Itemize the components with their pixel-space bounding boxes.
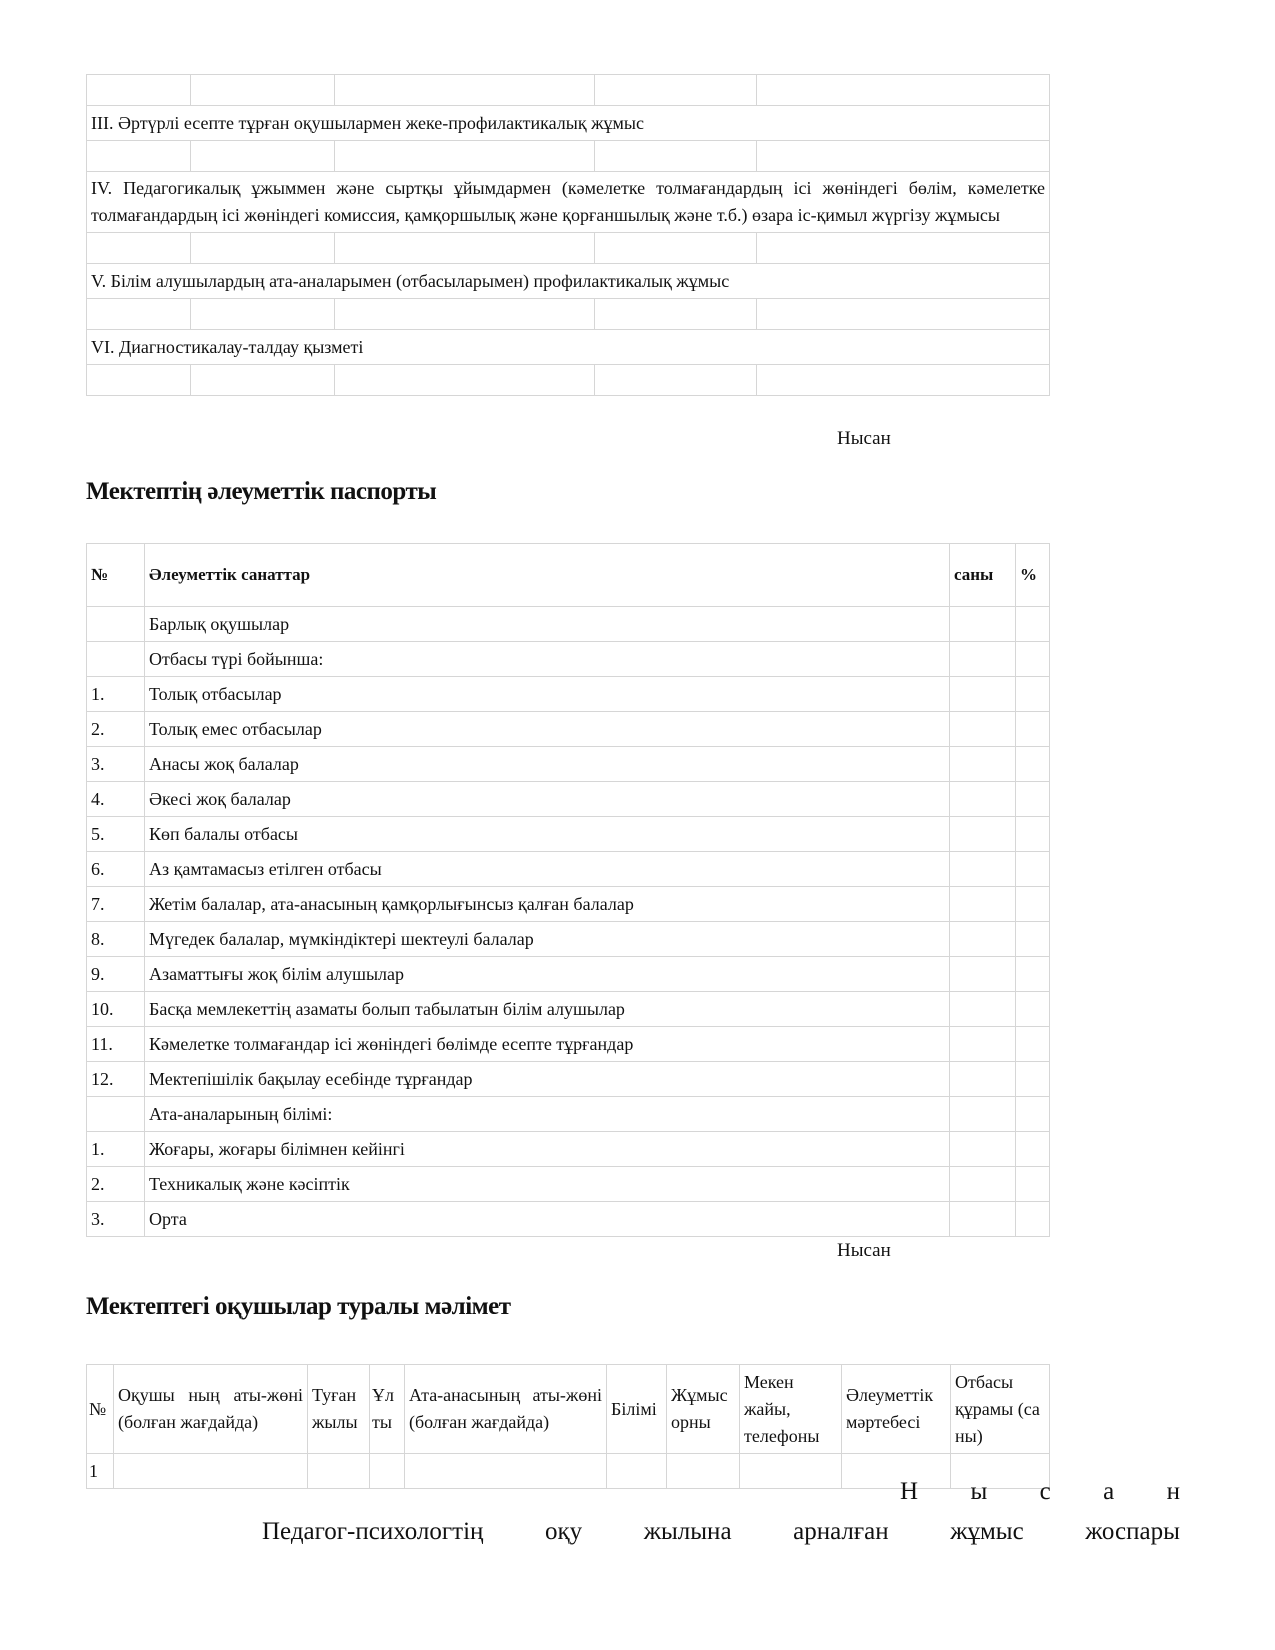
header-num: № bbox=[87, 1365, 114, 1454]
row-num: 6. bbox=[87, 852, 145, 887]
row-count bbox=[950, 1132, 1016, 1167]
row-count bbox=[950, 677, 1016, 712]
row-percent bbox=[1016, 712, 1050, 747]
empty-row bbox=[87, 233, 1050, 264]
row-category: Техникалық және кәсіптік bbox=[145, 1167, 950, 1202]
row-num: 11. bbox=[87, 1027, 145, 1062]
title-word: жылына bbox=[643, 1518, 732, 1545]
row-category: Жоғары, жоғары білімнен кейінгі bbox=[145, 1132, 950, 1167]
section-heading: V. Білім алушылардың ата-аналарымен (отбасыларымен) профилактикалық жұмыс bbox=[87, 264, 1050, 299]
row-category: Барлық оқушылар bbox=[145, 607, 950, 642]
section-row-5 bbox=[87, 264, 1050, 299]
section-row-4 bbox=[87, 172, 1050, 233]
table-row bbox=[87, 1132, 1050, 1167]
row-category: Отбасы түрі бойынша: bbox=[145, 642, 950, 677]
row-percent bbox=[1016, 1097, 1050, 1132]
social-passport-table bbox=[86, 543, 1050, 1237]
section-heading: IV. Педагогикалық ұжыммен және сыртқы ұйымдармен (кәмелетке толмағандардың ісі жөніндегі бөлім, кәмелетке толмағандардың ісі жөніндегі комиссия, қамқоршылық және қорғаншылық және т.б.) өзара іс-қимыл жүргізу жұмысы bbox=[87, 172, 1050, 233]
row-num: 10. bbox=[87, 992, 145, 1027]
row-percent bbox=[1016, 817, 1050, 852]
row-num bbox=[87, 607, 145, 642]
row-category: Толық емес отбасылар bbox=[145, 712, 950, 747]
row-count bbox=[950, 642, 1016, 677]
row-category: Жетім балалар, ата-анасының қамқорлығынсыз қалған балалар bbox=[145, 887, 950, 922]
row-category: Мүгедек балалар, мүмкіндіктері шектеулі балалар bbox=[145, 922, 950, 957]
header-birth-year: Туған жылы bbox=[308, 1365, 370, 1454]
row-num: 9. bbox=[87, 957, 145, 992]
row-percent bbox=[1016, 852, 1050, 887]
row-category: Мектепішілік бақылау есебінде тұрғандар bbox=[145, 1062, 950, 1097]
row-category: Аз қамтамасыз етілген отбасы bbox=[145, 852, 950, 887]
row-category: Толық отбасылар bbox=[145, 677, 950, 712]
table-row bbox=[87, 922, 1050, 957]
row-num: 2. bbox=[87, 1167, 145, 1202]
row-percent bbox=[1016, 677, 1050, 712]
row-count bbox=[950, 852, 1016, 887]
form-label-spaced bbox=[900, 1478, 1180, 1506]
table-row bbox=[87, 1027, 1050, 1062]
row-count bbox=[950, 957, 1016, 992]
header-category: Әлеуметтік санаттар bbox=[145, 544, 950, 607]
row-count bbox=[950, 887, 1016, 922]
row-num: 7. bbox=[87, 887, 145, 922]
header-education: Білімі bbox=[607, 1365, 667, 1454]
row-num: 4. bbox=[87, 782, 145, 817]
table-row bbox=[87, 1202, 1050, 1237]
row-category: Көп балалы отбасы bbox=[145, 817, 950, 852]
row-count bbox=[950, 747, 1016, 782]
row-num: 12. bbox=[87, 1062, 145, 1097]
section-heading: VI. Диагностикалау-талдау қызметі bbox=[87, 330, 1050, 365]
title-word: арналған bbox=[793, 1518, 889, 1545]
table-row bbox=[87, 1097, 1050, 1132]
table-row bbox=[87, 642, 1050, 677]
form-label-letter: ы bbox=[970, 1478, 988, 1505]
table-row bbox=[87, 1167, 1050, 1202]
header-percent: % bbox=[1016, 544, 1050, 607]
row-percent bbox=[1016, 642, 1050, 677]
title-word: жоспары bbox=[1085, 1518, 1180, 1545]
row-num bbox=[87, 1097, 145, 1132]
social-passport-title: Мектептің әлеуметтік паспорты bbox=[86, 478, 437, 505]
form-label: Нысан bbox=[837, 1240, 891, 1261]
title-word: оқу bbox=[544, 1518, 583, 1545]
row-category: Кәмелетке толмағандар ісі жөніндегі бөлімде есепте тұрғандар bbox=[145, 1027, 950, 1062]
form-label-letter: а bbox=[1103, 1478, 1115, 1505]
row-percent bbox=[1016, 1202, 1050, 1237]
row-num bbox=[87, 642, 145, 677]
header-nationality: Ұл ты bbox=[370, 1365, 405, 1454]
form-label-letter: Н bbox=[900, 1478, 919, 1505]
row-count bbox=[950, 992, 1016, 1027]
table-row bbox=[87, 852, 1050, 887]
table-row bbox=[87, 957, 1050, 992]
table-row bbox=[87, 782, 1050, 817]
row-percent bbox=[1016, 1062, 1050, 1097]
row-category: Ата-аналарының білімі: bbox=[145, 1097, 950, 1132]
table-row bbox=[87, 887, 1050, 922]
table-row bbox=[87, 607, 1050, 642]
row-num: 3. bbox=[87, 747, 145, 782]
table-row bbox=[87, 712, 1050, 747]
table-row bbox=[87, 817, 1050, 852]
table-row bbox=[87, 1062, 1050, 1097]
row-num: 5. bbox=[87, 817, 145, 852]
form-label: Нысан bbox=[837, 428, 891, 449]
title-word: жұмыс bbox=[950, 1518, 1024, 1545]
row-num: 8. bbox=[87, 922, 145, 957]
header-social-status: Әлеуметтік мәртебесі bbox=[842, 1365, 951, 1454]
row-percent bbox=[1016, 1132, 1050, 1167]
row-percent bbox=[1016, 1167, 1050, 1202]
form-label-letter: н bbox=[1166, 1478, 1180, 1505]
row-percent bbox=[1016, 992, 1050, 1027]
row-count bbox=[950, 1097, 1016, 1132]
section-row-6 bbox=[87, 330, 1050, 365]
row-count bbox=[950, 607, 1016, 642]
row-category: Азаматтығы жоқ білім алушылар bbox=[145, 957, 950, 992]
table-row bbox=[87, 992, 1050, 1027]
row-count bbox=[950, 1027, 1016, 1062]
table-row bbox=[87, 677, 1050, 712]
empty-row bbox=[87, 141, 1050, 172]
row-num: 1 bbox=[87, 1454, 114, 1489]
work-plan-title bbox=[262, 1518, 1180, 1546]
row-percent bbox=[1016, 957, 1050, 992]
row-count bbox=[950, 1062, 1016, 1097]
row-num: 2. bbox=[87, 712, 145, 747]
table-row bbox=[87, 747, 1050, 782]
students-info-table bbox=[86, 1364, 1050, 1489]
row-count bbox=[950, 817, 1016, 852]
row-category: Орта bbox=[145, 1202, 950, 1237]
row-percent bbox=[1016, 887, 1050, 922]
work-plan-table bbox=[86, 74, 1050, 396]
header-student-name: Оқушы ның аты-жөні (болған жағдайда) bbox=[114, 1365, 308, 1454]
section-heading: III. Әртүрлі есепте тұрған оқушылармен жеке-профилактикалық жұмыс bbox=[87, 106, 1050, 141]
row-num: 3. bbox=[87, 1202, 145, 1237]
section-row-3 bbox=[87, 106, 1050, 141]
row-num: 1. bbox=[87, 1132, 145, 1167]
row-percent bbox=[1016, 782, 1050, 817]
empty-row bbox=[87, 299, 1050, 330]
header-parent-name: Ата-анасының аты-жөні (болған жағдайда) bbox=[405, 1365, 607, 1454]
row-count bbox=[950, 1167, 1016, 1202]
row-percent bbox=[1016, 747, 1050, 782]
row-percent bbox=[1016, 607, 1050, 642]
row-percent bbox=[1016, 1027, 1050, 1062]
students-info-title: Мектептегі оқушылар туралы мәлімет bbox=[86, 1293, 511, 1320]
header-address: Мекен жайы, телефоны bbox=[740, 1365, 842, 1454]
header-count: саны bbox=[950, 544, 1016, 607]
empty-row bbox=[87, 365, 1050, 396]
row-count bbox=[950, 782, 1016, 817]
row-percent bbox=[1016, 922, 1050, 957]
row-count bbox=[950, 1202, 1016, 1237]
title-word: Педагог-психологтің bbox=[262, 1518, 484, 1545]
table-header-row bbox=[87, 1365, 1050, 1454]
table-header-row bbox=[87, 544, 1050, 607]
row-category: Басқа мемлекеттің азаматы болып табылатын білім алушылар bbox=[145, 992, 950, 1027]
row-count bbox=[950, 712, 1016, 747]
form-label-letter: с bbox=[1039, 1478, 1051, 1505]
empty-row bbox=[87, 75, 1050, 106]
next-page-title bbox=[262, 1518, 1180, 1546]
row-category: Анасы жоқ балалар bbox=[145, 747, 950, 782]
header-workplace: Жұмыс орны bbox=[667, 1365, 740, 1454]
header-family: Отбасы құрамы (са ны) bbox=[951, 1365, 1050, 1454]
row-num: 1. bbox=[87, 677, 145, 712]
row-category: Әкесі жоқ балалар bbox=[145, 782, 950, 817]
header-num: № bbox=[87, 544, 145, 607]
row-count bbox=[950, 922, 1016, 957]
